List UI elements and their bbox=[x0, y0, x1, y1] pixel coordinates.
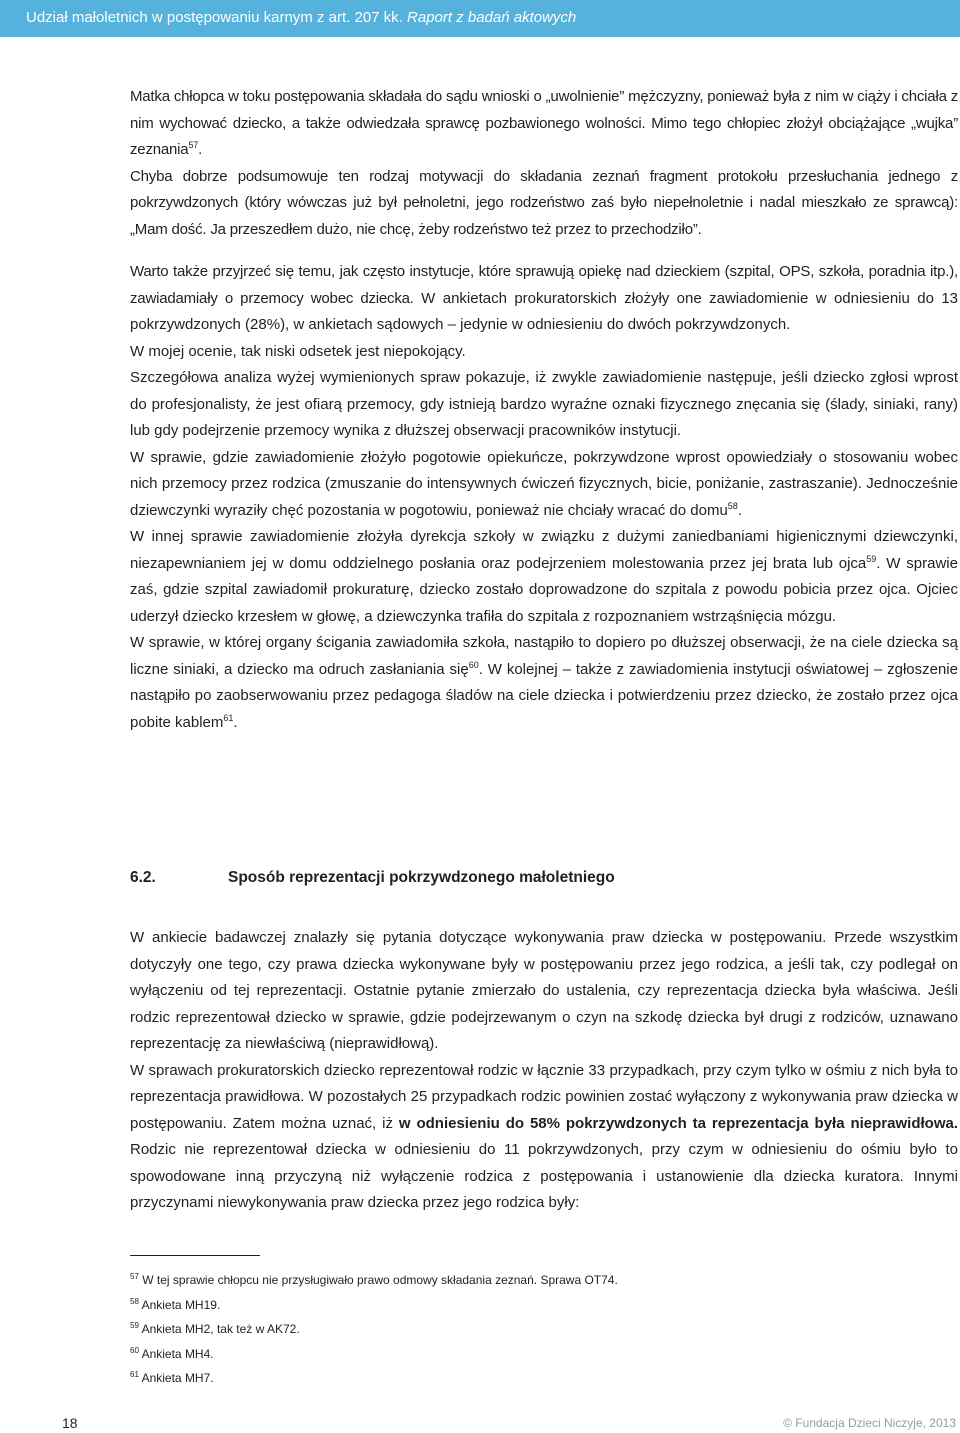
paragraph-text: . bbox=[198, 141, 203, 158]
footnote-number: 58 bbox=[130, 1296, 139, 1306]
paragraph-observation bbox=[130, 630, 958, 736]
paragraph-text: W ankiecie badawczej znalazły się pytania dotyczące wykonywania praw dziecka w postępowaniu. Przede wszystkim dotyczyły one tego, czy prawa dziecka wykonywane były w postępowaniu przez jego rodzica, a jeśli tak, czy podlegał on wyłączeniu od tej reprezentacji. Ostatnie pytanie zmierzało do ustalenia, czy reprezentacja dziecka była właściwa. Jeśli rodzic reprezentował dziecko w sprawie, gdzie podejrzewanym o czyn na szkodę dziecka był drugi z rodziców, uznawano reprezentację za niewłaściwą (nieprawidłową). bbox=[130, 929, 958, 1052]
footnote-text: Ankieta MH2, tak też w AK72. bbox=[141, 1322, 300, 1337]
body-text bbox=[130, 84, 958, 736]
footnote-text: W tej sprawie chłopcu nie przysługiwało prawo odmowy składania zeznań. Sprawa OT74. bbox=[142, 1273, 618, 1287]
page-number: 18 bbox=[62, 1415, 78, 1431]
emphasis-text: w odniesieniu do 58% pokrzywdzonych ta reprezentacja była nieprawidłowa. bbox=[398, 1114, 958, 1132]
paragraph-prosecution-cases bbox=[130, 1058, 958, 1217]
paragraph-school-hospital bbox=[130, 524, 958, 630]
footnote-57 bbox=[130, 1268, 950, 1293]
footnote-ref-58[interactable]: 58 bbox=[727, 500, 738, 511]
footnote-number: 59 bbox=[130, 1321, 139, 1331]
paragraph-text: Warto także przyjrzeć się temu, jak często instytucje, które sprawują opiekę nad dzieckiem (szpital, OPS, szkoła, poradnia itp.), zawiadamiały o przemocy wobec dziecka. bbox=[130, 263, 958, 307]
copyright-notice: © Fundacja Dzieci Niczyje, 2013 bbox=[783, 1416, 956, 1430]
footnote-text: Ankieta MH7. bbox=[141, 1371, 214, 1386]
footnote-ref-60[interactable]: 60 bbox=[468, 659, 479, 670]
paragraph-analysis bbox=[130, 365, 958, 445]
paragraph-text: . bbox=[737, 501, 742, 519]
footnote-text: Ankieta MH4. bbox=[141, 1346, 214, 1361]
footnote-60 bbox=[130, 1342, 950, 1367]
paragraph-institutions bbox=[130, 259, 958, 339]
paragraph-mother-motions bbox=[130, 84, 958, 164]
running-header bbox=[0, 0, 960, 37]
paragraph-text: Szczegółowa analiza wyżej wymienionych spraw pokazuje, iż zwykle zawiadomienie następuje, jeśli dziecko zgłosi wprost do profesjonalisty, że jest ofiarą przemocy, gdy istnieją bardzo wyraźne oznaki fizycznego znęcania się (ślady, siniaki, rany) lub gdy podejrzenie przemocy wynika z dłuższej obserwacji pracowników instytucji. bbox=[130, 369, 958, 439]
section-number: 6.2. bbox=[130, 869, 156, 886]
paragraph-text: W sprawie, w której organy ścigania zawiadomiła szkoła, nastąpiło to dopiero po dłuższej obserwacji, że na ciele dziecka są liczne siniaki, a dziecko ma odruch zasłaniania się bbox=[130, 634, 958, 678]
paragraph-text: W ankietach prokuratorskich złożyły one zawiadomienie w odniesieniu do 13 pokrzywdzonych (28%), w ankietach sądowych – jedynie w odniesieniu do dwóch pokrzywdzonych. bbox=[130, 289, 959, 333]
paragraph-text: . W kolejnej – także z zawiadomienia instytucji oświatowej – zgłoszenie nastąpiło po zaobserwowaniu przez pedagoga śladów na ciele dziecka i potwierdzeniu przez dziecko, że zostało przez ojca pobite kablem bbox=[130, 660, 958, 731]
footnote-number: 61 bbox=[130, 1370, 139, 1380]
footnote-ref-57[interactable]: 57 bbox=[188, 140, 199, 150]
paragraph-motivation bbox=[130, 164, 958, 244]
paragraph-opinion bbox=[130, 339, 958, 366]
footnote-separator bbox=[130, 1255, 260, 1256]
paragraph-text: W sprawach prokuratorskich dziecko reprezentował rodzic w łącznie 33 przypadkach, przy czym tylko w ośmiu z nich była to reprezentacja prawidłowa. W pozostałych 25 przypadkach rodzic powinien zostać wyłączony z wykonywania praw dziecka w postępowaniu. Zatem można uznać, iż bbox=[130, 1061, 958, 1132]
footnote-61 bbox=[130, 1366, 950, 1391]
footnote-number: 57 bbox=[130, 1272, 139, 1281]
paragraph-text: W mojej ocenie, tak niski odsetek jest niepokojący. bbox=[130, 342, 466, 360]
quote-text: „Mam dość. Ja przeszedłem dużo, nie chcę, żeby rodzeństwo też przez to przechodziło”. bbox=[130, 220, 702, 238]
paragraph-text: . bbox=[233, 713, 238, 731]
section-body bbox=[130, 925, 958, 1217]
paragraph-text: . W sprawie zaś, gdzie szpital zawiadomił prokuraturę, dziecko zostało doprowadzone do szpitala z powodu pobicia przez ojca. Ojciec uderzył dziecko krzesłem w głowę, a dziewczynka trafiła do szpitala z rozpoznaniem wstrząśnięcia mózgu. bbox=[130, 554, 958, 625]
header-subtitle: Raport z badań aktowych bbox=[407, 9, 577, 26]
footnote-ref-61[interactable]: 61 bbox=[223, 712, 234, 723]
paragraph-text: Matka chłopca w toku postępowania składała do sądu wnioski o „uwolnienie” mężczyzny, ponieważ była z nim w ciąży i chciała z nim wychować dziecko, a także odwiedzała sprawcę pozbawionego wolności. Mimo tego chłopiec złożył obciążające „wujka” zeznania bbox=[130, 88, 958, 158]
paragraph-text: Chyba dobrze podsumowuje ten rodzaj motywacji do składania zeznań fragment protokołu przesłuchania jednego z pokrzywdzonych (który wówczas już był pełnoletni, jego rodzeństwo zaś było niepełnoletnie i nadal mieszkało ze sprawcą): bbox=[130, 167, 958, 211]
header-title: Udział małoletnich w postępowaniu karnym z art. 207 kk. bbox=[26, 9, 403, 26]
running-header-text bbox=[26, 9, 576, 26]
footnote-text: Ankieta MH19. bbox=[141, 1297, 221, 1312]
paragraph-text: W sprawie, gdzie zawiadomienie złożyło pogotowie opiekuńcze, pokrzywdzone wprost opowiedziały o stosowaniu wobec nich przemocy przez rodzica (zmuszanie do intensywnych ćwiczeń fizycznych, bicie, poniżanie, zastraszanie). Jednocześnie dziewczynki wyraziły chęć pozostania w pogotowiu, ponieważ nie chciały wracać do domu bbox=[130, 448, 958, 519]
paragraph-survey bbox=[130, 925, 958, 1058]
section-title: Sposób reprezentacji pokrzywdzonego małoletniego bbox=[228, 869, 615, 886]
footnote-58 bbox=[130, 1293, 950, 1318]
paragraph-text: Rodzic nie reprezentował dziecka w odniesieniu do 11 pokrzywdzonych, przy czym w odniesieniu do ośmiu było to spowodowane inną przyczyną niż wyłączenie rodzica z postępowania i ustanowienie dla dziecka kuratora. Innymi przyczynami niewykonywania praw dziecka przez jego rodzica były: bbox=[130, 1141, 958, 1211]
footnotes bbox=[130, 1268, 950, 1391]
paragraph-emergency-care bbox=[130, 445, 958, 525]
footnote-59 bbox=[130, 1317, 950, 1342]
paragraph-text: W innej sprawie zawiadomienie złożyła dyrekcja szkoły w związku z dużymi zaniedbaniami higienicznymi dziewczynki, niezapewnianiem jej w domu oddzielnego posłania oraz podejrzeniem molestowania przez jej brata lub ojca bbox=[130, 528, 958, 572]
footnote-number: 60 bbox=[130, 1345, 139, 1355]
footnote-ref-59[interactable]: 59 bbox=[866, 553, 877, 564]
